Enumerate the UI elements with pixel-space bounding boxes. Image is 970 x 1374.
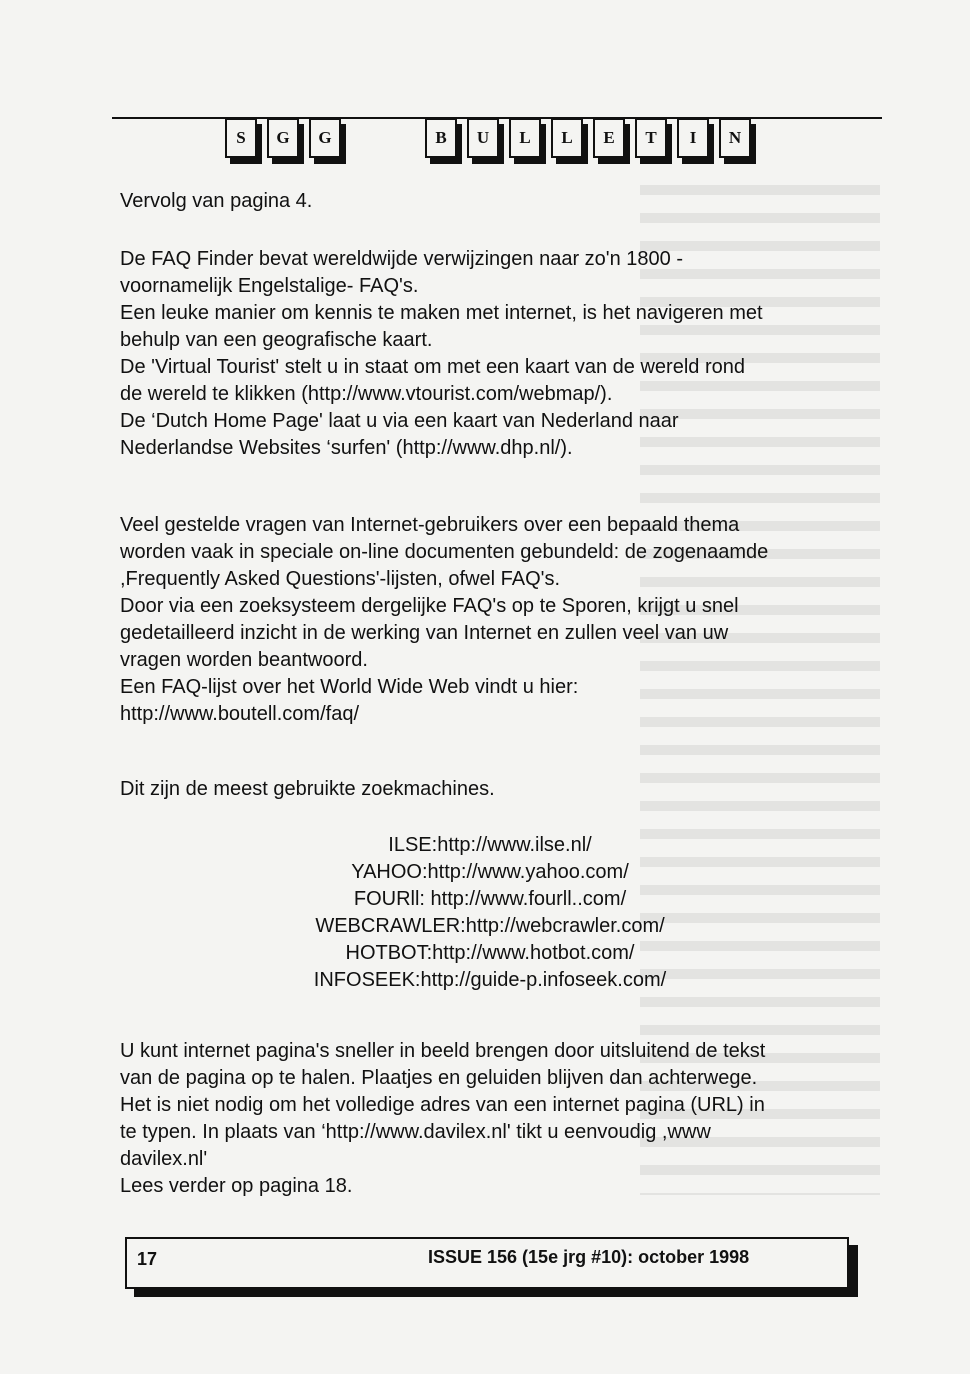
text-line: van de pagina op te halen. Plaatjes en geluiden blijven dan achterwege. [120, 1067, 758, 1089]
text-line: De ‘Dutch Home Page' laat u via een kaart van Nederland naar [120, 410, 679, 432]
search-engine-item: WEBCRAWLER:http://webcrawler.com/ [315, 915, 665, 937]
masthead-letter: G [267, 118, 299, 158]
text-line: davilex.nl' [120, 1148, 208, 1170]
text-line: U kunt internet pagina's sneller in beeld brengen door uitsluitend de tekst [120, 1040, 766, 1062]
continued-on: Lees verder op pagina 18. [120, 1175, 353, 1197]
search-engine-item: YAHOO:http://www.yahoo.com/ [351, 861, 629, 883]
text-line: behulp van een geografische kaart. [120, 329, 433, 351]
text-line: Een FAQ-lijst over het World Wide Web vindt u hier: [120, 676, 579, 698]
text-line: De 'Virtual Tourist' stelt u in staat om met een kaart van de wereld rond [120, 356, 745, 378]
masthead-letter: I [677, 118, 709, 158]
text-line: De FAQ Finder bevat wereldwijde verwijzingen naar zo'n 1800 - [120, 248, 683, 270]
masthead-letter: L [509, 118, 541, 158]
text-line: te typen. In plaats van ‘http://www.davilex.nl' tikt u eenvoudig ,www [120, 1121, 711, 1143]
masthead-letter: G [309, 118, 341, 158]
paragraph-tips [120, 1038, 860, 1200]
paragraph-faq-finder [120, 246, 860, 462]
masthead-letter: L [551, 118, 583, 158]
text-line: ,Frequently Asked Questions'-lijsten, ofwel FAQ's. [120, 568, 561, 590]
search-engine-item: INFOSEEK:http://guide-p.infoseek.com/ [313, 969, 667, 991]
masthead-letter: N [719, 118, 751, 158]
masthead-letter: B [425, 118, 457, 158]
text-line: Het is niet nodig om het volledige adres van een internet pagina (URL) in [120, 1094, 765, 1116]
search-engine-list [120, 832, 860, 994]
text-line: gedetailleerd inzicht in de werking van Internet en zullen veel van uw [120, 622, 729, 644]
text-line: worden vaak in speciale on-line documenten gebundeld: de zogenaamde [120, 541, 769, 563]
masthead-letter: E [593, 118, 625, 158]
search-engine-item: ILSE:http://www.ilse.nl/ [388, 834, 592, 856]
text-line: Nederlandse Websites ‘surfen' (http://www.dhp.nl/). [120, 437, 573, 459]
text-line: de wereld te klikken (http://www.vtourist.com/webmap/). [120, 383, 613, 405]
masthead-letter: U [467, 118, 499, 158]
text-line: http://www.boutell.com/faq/ [120, 703, 360, 725]
issue-info: ISSUE 156 (15e jrg #10): october 1998 [428, 1247, 750, 1267]
paragraph-faq-lists [120, 512, 860, 728]
engines-intro: Dit zijn de meest gebruikte zoekmachines. [120, 778, 495, 800]
continued-from: Vervolg van pagina 4. [120, 190, 313, 212]
text-line: vragen worden beantwoord. [120, 649, 368, 671]
masthead-letter: S [225, 118, 257, 158]
masthead-letter: T [635, 118, 667, 158]
text-line: Veel gestelde vragen van Internet-gebruikers over een bepaald thema [120, 514, 740, 536]
search-engine-item: HOTBOT:http://www.hotbot.com/ [345, 942, 635, 964]
text-line: voornamelijk Engelstalige- FAQ's. [120, 275, 419, 297]
page-number: 17 [137, 1249, 158, 1269]
text-line: Een leuke manier om kennis te maken met internet, is het navigeren met [120, 302, 763, 324]
search-engine-item: FOURll: http://www.fourll..com/ [353, 888, 627, 910]
text-line: Door via een zoeksysteem dergelijke FAQ's op te Sporen, krijgt u snel [120, 595, 739, 617]
